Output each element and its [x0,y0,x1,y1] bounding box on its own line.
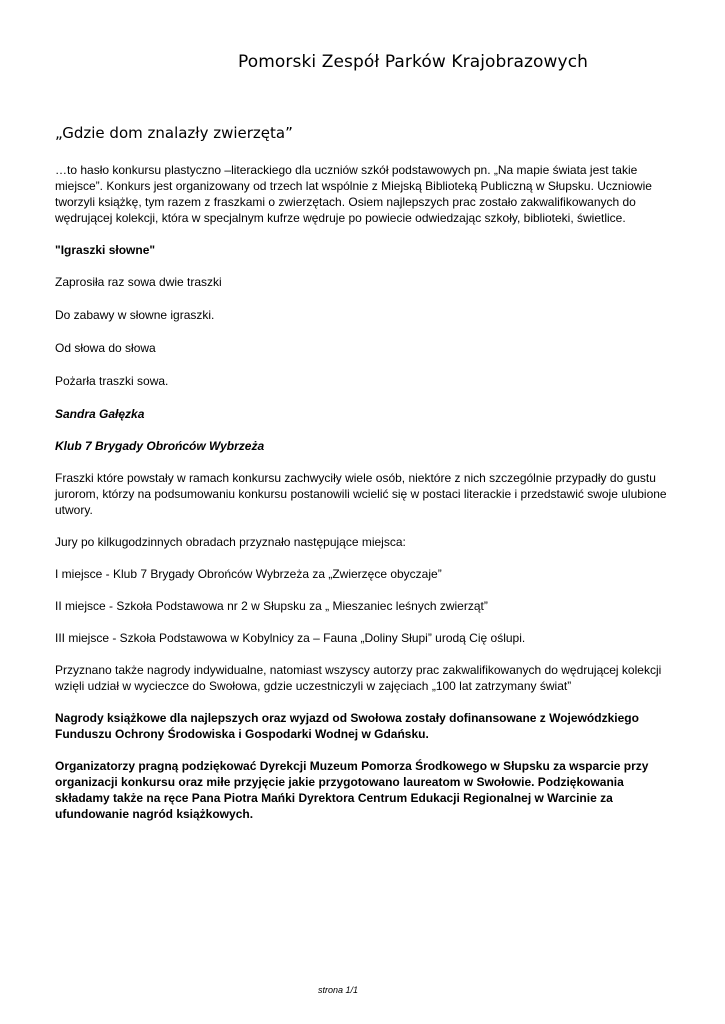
thanks-paragraph: Organizatorzy pragną podziękować Dyrekcji Muzeum Pomorza Środkowego w Słupsku za wsparcie przy organizacji konkursu oraz miłe przyjęcie jakie przygotowano laureatom w Swołowie. Podziękowania składamy także na ręce Pana Piotra Mańki Dyrektora Centrum Edukacji Regionalnej w Warcinie za ufundowanie nagród książkowych. [55,759,649,821]
poem-author-group: Klub 7 Brygady Obrońców Wybrzeża [55,439,265,453]
poem-title: "Igraszki słowne" [55,243,156,257]
organization-header: Pomorski Zespół Parków Krajobrazowych [238,52,589,72]
place-third: III miejsce - Szkoła Podstawowa w Kobylnicy za – Fauna „Doliny Słupi” urodą Cię oślupi. [55,631,526,645]
page-number: strona 1/1 [318,985,359,995]
article-title: „Gdzie dom znalazły zwierzęta” [55,124,293,142]
poem-line: Od słowa do słowa [55,341,156,355]
place-second: II miejsce - Szkoła Podstawowa nr 2 w Słupsku za „ Mieszaniec leśnych zwierząt” [55,599,488,613]
poem-line: Zaprosiła raz sowa dwie traszki [55,275,222,289]
poem-line: Pożarła traszki sowa. [55,374,169,388]
awards-paragraph: Przyznano także nagrody indywidualne, natomiast wszyscy autorzy prac zakwalifikowanych do wędrującej kolekcji wzięli udział w wycieczce do Swołowa, gdzie uczestniczyli w zajęciach „100 lat zatrzymany świat” [55,663,662,693]
poem-author: Sandra Gałęzka [55,407,145,421]
fraszki-paragraph: Fraszki które powstały w ramach konkursu zachwyciły wiele osób, niektóre z nich szczególnie przypadły do gustu jurorom, którzy na podsumowaniu konkursu postanowili wcielić się w postaci literackie i przedstawić swoje ulubione utwory. [55,471,667,517]
funding-paragraph: Nagrody książkowe dla najlepszych oraz wyjazd od Swołowa zostały dofinansowane z Wojewódzkiego Funduszu Ochrony Środowiska i Gospodarki Wodnej w Gdańsku. [55,711,639,741]
intro-paragraph: …to hasło konkursu plastyczno –literackiego dla uczniów szkół podstawowych pn. „Na mapie świata jest takie miejsce”. Konkurs jest organizowany od trzech lat wspólnie z Miejską Biblioteką Publiczną w Słupsku. Uczniowie tworzyli książkę, tym razem z fraszkami o zwierzętach. Osiem najlepszych prac zostało zakwalifikowanych do wędrującej kolekcji, która w specjalnym kufrze wędruje po powiecie odwiedzając szkoły, biblioteki, świetlice. [55,163,652,225]
jury-paragraph: Jury po kilkugodzinnych obradach przyznało następujące miejsca: [55,535,406,549]
poem-line: Do zabawy w słowne igraszki. [55,308,215,322]
article-body [55,124,670,838]
place-first: I miejsce - Klub 7 Brygady Obrońców Wybrzeża za „Zwierzęce obyczaje” [55,567,442,581]
